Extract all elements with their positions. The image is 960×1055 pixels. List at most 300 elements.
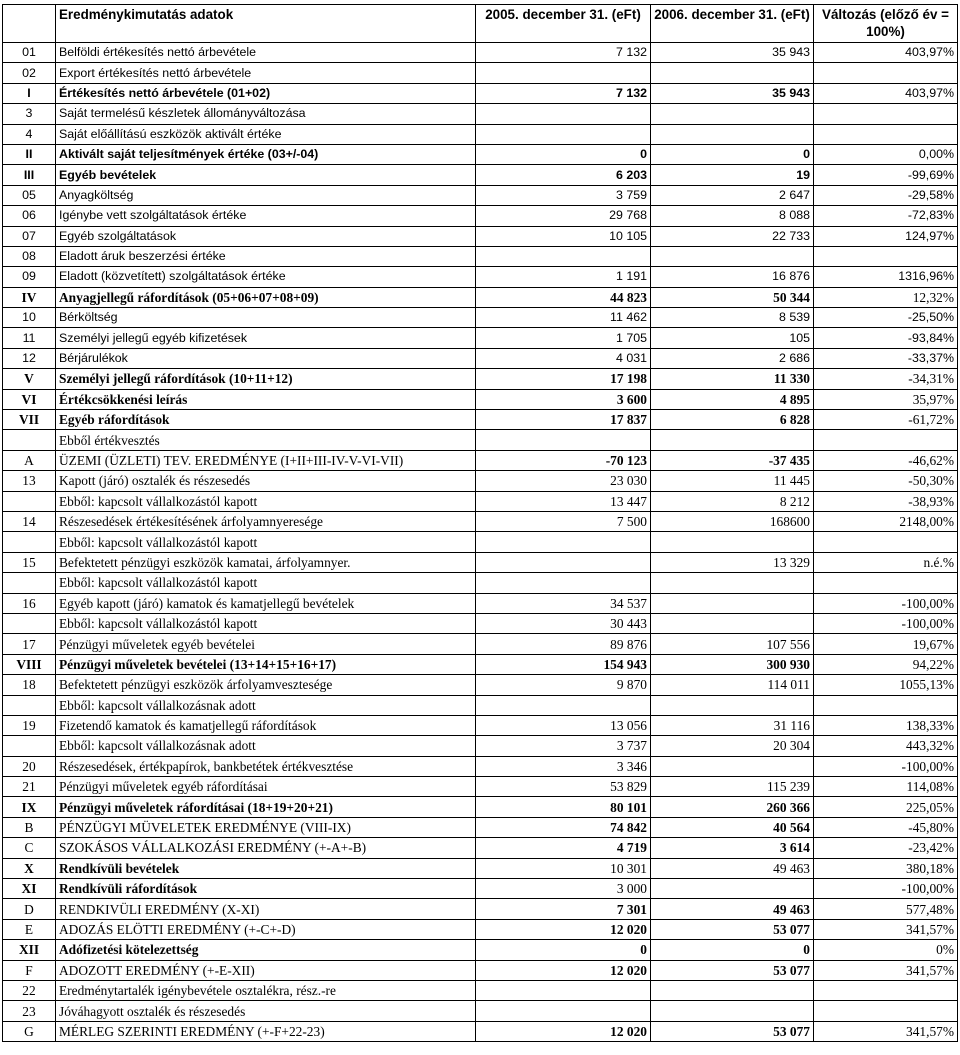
row-code: 4: [3, 124, 56, 144]
row-code: III: [3, 165, 56, 185]
row-description: Eredménytartalék igénybevétele osztalékra, rész.-re: [56, 980, 476, 1000]
row-value-2005: 80 101: [476, 797, 651, 817]
header-2006: 2006. december 31. (eFt): [651, 5, 814, 43]
row-value-2005: 154 943: [476, 654, 651, 674]
row-description: MÉRLEG SZERINTI EREDMÉNY (+-F+22-23): [56, 1021, 476, 1041]
row-value-2005: [476, 573, 651, 593]
row-description: Belföldi értékesítés nettó árbevétele: [56, 43, 476, 63]
row-value-2006: [651, 63, 814, 83]
table-row: [3, 144, 958, 164]
row-change-percent: 380,18%: [814, 858, 958, 878]
row-value-2006: 49 463: [651, 858, 814, 878]
row-value-2006: 8 539: [651, 308, 814, 328]
row-code: X: [3, 858, 56, 878]
row-code: 17: [3, 634, 56, 654]
table-row: [3, 593, 958, 613]
row-change-percent: [814, 430, 958, 450]
row-value-2005: 3 000: [476, 879, 651, 899]
table-row: [3, 246, 958, 266]
row-value-2005: [476, 246, 651, 266]
row-change-percent: -72,83%: [814, 206, 958, 226]
table-row: [3, 63, 958, 83]
row-change-percent: [814, 246, 958, 266]
row-description: Rendkívüli ráfordítások: [56, 879, 476, 899]
row-change-percent: [814, 1001, 958, 1021]
row-change-percent: [814, 104, 958, 124]
row-change-percent: 2148,00%: [814, 511, 958, 531]
row-change-percent: [814, 124, 958, 144]
row-value-2006: 4 895: [651, 389, 814, 409]
row-code: [3, 695, 56, 715]
row-change-percent: -45,80%: [814, 817, 958, 837]
row-description: Részesedések, értékpapírok, bankbetétek értékvesztése: [56, 756, 476, 776]
row-description: Eladott áruk beszerzési értéke: [56, 246, 476, 266]
table-row: [3, 267, 958, 287]
row-change-percent: 0%: [814, 940, 958, 960]
table-row: [3, 736, 958, 756]
row-value-2005: 3 346: [476, 756, 651, 776]
row-value-2005: 3 759: [476, 185, 651, 205]
row-change-percent: -61,72%: [814, 410, 958, 430]
row-value-2006: [651, 879, 814, 899]
row-change-percent: 403,97%: [814, 83, 958, 103]
row-change-percent: [814, 695, 958, 715]
row-value-2006: 35 943: [651, 83, 814, 103]
row-description: Részesedések értékesítésének árfolyamnyeresége: [56, 511, 476, 531]
row-description: Ebből értékvesztés: [56, 430, 476, 450]
row-value-2005: 89 876: [476, 634, 651, 654]
row-value-2005: 34 537: [476, 593, 651, 613]
income-statement-table: [2, 4, 958, 1042]
table-row: [3, 206, 958, 226]
row-description: Export értékesítés nettó árbevétele: [56, 63, 476, 83]
row-change-percent: -99,69%: [814, 165, 958, 185]
row-change-percent: -46,62%: [814, 450, 958, 470]
row-value-2006: 168600: [651, 511, 814, 531]
row-value-2006: 6 828: [651, 410, 814, 430]
row-value-2005: [476, 63, 651, 83]
row-value-2006: 53 077: [651, 1021, 814, 1041]
table-row: [3, 450, 958, 470]
row-code: XII: [3, 940, 56, 960]
row-value-2005: 4 031: [476, 348, 651, 368]
row-value-2006: 0: [651, 940, 814, 960]
row-code: B: [3, 817, 56, 837]
row-description: Aktivált saját teljesítmények értéke (03+/-04): [56, 144, 476, 164]
table-row: [3, 369, 958, 389]
row-value-2005: 1 705: [476, 328, 651, 348]
row-value-2006: 50 344: [651, 287, 814, 307]
row-value-2006: [651, 593, 814, 613]
table-row: [3, 491, 958, 511]
row-value-2005: 1 191: [476, 267, 651, 287]
row-description: Egyéb ráfordítások: [56, 410, 476, 430]
table-row: [3, 695, 958, 715]
row-description: Bérköltség: [56, 308, 476, 328]
row-value-2005: 44 823: [476, 287, 651, 307]
row-value-2006: 16 876: [651, 267, 814, 287]
row-code: II: [3, 144, 56, 164]
row-value-2005: 7 132: [476, 43, 651, 63]
header-2005: 2005. december 31. (eFt): [476, 5, 651, 43]
row-value-2006: 11 445: [651, 471, 814, 491]
row-code: 01: [3, 43, 56, 63]
row-description: Egyéb szolgáltatások: [56, 226, 476, 246]
row-description: Egyéb bevételek: [56, 165, 476, 185]
row-description: ADOZOTT EREDMÉNY (+-E-XII): [56, 960, 476, 980]
row-code: IV: [3, 287, 56, 307]
row-code: [3, 532, 56, 552]
row-value-2005: 3 737: [476, 736, 651, 756]
row-change-percent: 341,57%: [814, 1021, 958, 1041]
row-code: 11: [3, 328, 56, 348]
row-code: [3, 573, 56, 593]
table-row: [3, 165, 958, 185]
table-row: [3, 348, 958, 368]
row-code: G: [3, 1021, 56, 1041]
row-value-2006: 115 239: [651, 777, 814, 797]
row-value-2006: 19: [651, 165, 814, 185]
row-change-percent: -38,93%: [814, 491, 958, 511]
table-row: [3, 715, 958, 735]
row-description: Pénzügyi műveletek ráfordításai (18+19+20+21): [56, 797, 476, 817]
row-change-percent: [814, 63, 958, 83]
row-code: 23: [3, 1001, 56, 1021]
row-value-2006: 11 330: [651, 369, 814, 389]
row-value-2005: 11 462: [476, 308, 651, 328]
row-description: RENDKIVÜLI EREDMÉNY (X-XI): [56, 899, 476, 919]
row-value-2006: 107 556: [651, 634, 814, 654]
row-value-2005: [476, 104, 651, 124]
table-row: [3, 675, 958, 695]
header-title: Eredménykimutatás adatok: [56, 5, 476, 43]
row-code: XI: [3, 879, 56, 899]
row-description: Jóváhagyott osztalék és részesedés: [56, 1001, 476, 1021]
row-value-2005: 6 203: [476, 165, 651, 185]
row-value-2006: 3 614: [651, 838, 814, 858]
row-code: E: [3, 919, 56, 939]
table-row: [3, 104, 958, 124]
row-value-2006: 2 647: [651, 185, 814, 205]
row-change-percent: 124,97%: [814, 226, 958, 246]
row-value-2005: [476, 430, 651, 450]
row-code: IX: [3, 797, 56, 817]
row-value-2006: 260 366: [651, 797, 814, 817]
row-value-2006: 20 304: [651, 736, 814, 756]
row-code: [3, 613, 56, 633]
row-description: ADOZÁS ELÖTTI EREDMÉNY (+-C+-D): [56, 919, 476, 939]
table-row: [3, 185, 958, 205]
row-code: I: [3, 83, 56, 103]
table-row: [3, 654, 958, 674]
row-change-percent: 114,08%: [814, 777, 958, 797]
row-value-2006: -37 435: [651, 450, 814, 470]
row-change-percent: 138,33%: [814, 715, 958, 735]
row-change-percent: -33,37%: [814, 348, 958, 368]
row-change-percent: -100,00%: [814, 613, 958, 633]
row-value-2005: [476, 695, 651, 715]
table-body: [3, 43, 958, 1042]
row-code: VIII: [3, 654, 56, 674]
row-value-2006: [651, 532, 814, 552]
row-description: Pénzügyi műveletek bevételei (13+14+15+16+17): [56, 654, 476, 674]
row-value-2005: 53 829: [476, 777, 651, 797]
table-row: [3, 573, 958, 593]
row-value-2005: [476, 552, 651, 572]
row-value-2005: -70 123: [476, 450, 651, 470]
row-value-2006: [651, 104, 814, 124]
table-row: [3, 83, 958, 103]
row-change-percent: -100,00%: [814, 879, 958, 899]
row-value-2005: 12 020: [476, 960, 651, 980]
row-description: Értékcsökkenési leírás: [56, 389, 476, 409]
row-description: Anyagköltség: [56, 185, 476, 205]
table-row: [3, 613, 958, 633]
table-row: [3, 511, 958, 531]
header-change: Változás (előző év = 100%): [814, 5, 958, 43]
table-row: [3, 940, 958, 960]
table-row: [3, 532, 958, 552]
row-code: 12: [3, 348, 56, 368]
table-row: [3, 899, 958, 919]
row-code: 10: [3, 308, 56, 328]
row-description: Személyi jellegű ráfordítások (10+11+12): [56, 369, 476, 389]
row-value-2005: 0: [476, 940, 651, 960]
row-value-2006: [651, 980, 814, 1000]
row-code: 22: [3, 980, 56, 1000]
row-code: VI: [3, 389, 56, 409]
row-description: Befektetett pénzügyi eszközök kamatai, árfolyamnyer.: [56, 552, 476, 572]
row-value-2006: [651, 246, 814, 266]
row-description: Egyéb kapott (járó) kamatok és kamatjellegű bevételek: [56, 593, 476, 613]
row-description: Kapott (járó) osztalék és részesedés: [56, 471, 476, 491]
row-code: 3: [3, 104, 56, 124]
row-description: Anyagjellegű ráfordítások (05+06+07+08+09): [56, 287, 476, 307]
table-row: [3, 308, 958, 328]
row-value-2005: 7 132: [476, 83, 651, 103]
row-value-2006: [651, 1001, 814, 1021]
table-row: [3, 226, 958, 246]
row-code: 02: [3, 63, 56, 83]
header-code: [3, 5, 56, 43]
row-value-2005: [476, 532, 651, 552]
table-row: [3, 410, 958, 430]
table-row: [3, 43, 958, 63]
row-value-2006: 114 011: [651, 675, 814, 695]
row-value-2005: 9 870: [476, 675, 651, 695]
row-code: 07: [3, 226, 56, 246]
row-change-percent: -34,31%: [814, 369, 958, 389]
row-change-percent: 403,97%: [814, 43, 958, 63]
row-change-percent: 1316,96%: [814, 267, 958, 287]
row-description: PÉNZÜGYI MÜVELETEK EREDMÉNYE (VIII-IX): [56, 817, 476, 837]
row-code: 16: [3, 593, 56, 613]
row-value-2005: 29 768: [476, 206, 651, 226]
row-value-2005: 17 837: [476, 410, 651, 430]
row-value-2006: 53 077: [651, 960, 814, 980]
row-description: Pénzügyi műveletek egyéb ráfordításai: [56, 777, 476, 797]
row-value-2005: 10 301: [476, 858, 651, 878]
row-code: 19: [3, 715, 56, 735]
row-value-2006: 8 088: [651, 206, 814, 226]
row-value-2006: 35 943: [651, 43, 814, 63]
row-value-2005: 13 056: [476, 715, 651, 735]
table-row: [3, 1021, 958, 1041]
table-row: [3, 287, 958, 307]
row-description: Rendkívüli bevételek: [56, 858, 476, 878]
row-change-percent: -50,30%: [814, 471, 958, 491]
table-row: [3, 777, 958, 797]
row-value-2005: 12 020: [476, 919, 651, 939]
row-value-2006: 40 564: [651, 817, 814, 837]
row-description: Eladott (közvetített) szolgáltatások értéke: [56, 267, 476, 287]
row-code: 18: [3, 675, 56, 695]
row-value-2006: 8 212: [651, 491, 814, 511]
table-row: [3, 879, 958, 899]
row-value-2006: 0: [651, 144, 814, 164]
row-description: Értékesítés nettó árbevétele (01+02): [56, 83, 476, 103]
row-description: Befektetett pénzügyi eszközök árfolyamvesztesége: [56, 675, 476, 695]
row-code: 20: [3, 756, 56, 776]
row-value-2005: [476, 1001, 651, 1021]
row-change-percent: -25,50%: [814, 308, 958, 328]
row-change-percent: 0,00%: [814, 144, 958, 164]
row-change-percent: 225,05%: [814, 797, 958, 817]
row-value-2005: [476, 124, 651, 144]
row-change-percent: -100,00%: [814, 756, 958, 776]
row-value-2006: 300 930: [651, 654, 814, 674]
row-change-percent: 1055,13%: [814, 675, 958, 695]
row-value-2006: 105: [651, 328, 814, 348]
row-change-percent: -23,42%: [814, 838, 958, 858]
row-value-2005: 13 447: [476, 491, 651, 511]
row-code: 06: [3, 206, 56, 226]
row-value-2006: [651, 430, 814, 450]
row-description: Igénybe vett szolgáltatások értéke: [56, 206, 476, 226]
row-change-percent: n.é.%: [814, 552, 958, 572]
row-value-2005: 10 105: [476, 226, 651, 246]
row-description: Saját előállítású eszközök aktivált értéke: [56, 124, 476, 144]
row-value-2006: [651, 756, 814, 776]
row-code: 08: [3, 246, 56, 266]
table-row: [3, 858, 958, 878]
row-code: D: [3, 899, 56, 919]
table-row: [3, 980, 958, 1000]
row-code: 15: [3, 552, 56, 572]
row-change-percent: 443,32%: [814, 736, 958, 756]
table-row: [3, 797, 958, 817]
row-code: [3, 491, 56, 511]
row-description: Fizetendő kamatok és kamatjellegű ráfordítások: [56, 715, 476, 735]
table-row: [3, 756, 958, 776]
row-value-2006: [651, 573, 814, 593]
row-description: Pénzügyi műveletek egyéb bevételei: [56, 634, 476, 654]
row-code: 21: [3, 777, 56, 797]
row-value-2006: 22 733: [651, 226, 814, 246]
row-code: VII: [3, 410, 56, 430]
row-value-2005: 17 198: [476, 369, 651, 389]
row-value-2006: [651, 695, 814, 715]
row-description: SZOKÁSOS VÁLLALKOZÁSI EREDMÉNY (+-A+-B): [56, 838, 476, 858]
row-change-percent: 35,97%: [814, 389, 958, 409]
table-row: [3, 328, 958, 348]
row-change-percent: 577,48%: [814, 899, 958, 919]
table-row: [3, 634, 958, 654]
row-code: F: [3, 960, 56, 980]
row-description: Ebből: kapcsolt vállalkozástól kapott: [56, 613, 476, 633]
row-description: Személyi jellegű egyéb kifizetések: [56, 328, 476, 348]
row-code: A: [3, 450, 56, 470]
row-value-2006: 49 463: [651, 899, 814, 919]
table-row: [3, 919, 958, 939]
row-value-2005: 74 842: [476, 817, 651, 837]
table-row: [3, 471, 958, 491]
row-change-percent: 12,32%: [814, 287, 958, 307]
row-code: V: [3, 369, 56, 389]
row-value-2005: 23 030: [476, 471, 651, 491]
row-change-percent: -100,00%: [814, 593, 958, 613]
row-change-percent: -93,84%: [814, 328, 958, 348]
row-code: [3, 430, 56, 450]
row-code: 05: [3, 185, 56, 205]
row-change-percent: [814, 980, 958, 1000]
row-code: [3, 736, 56, 756]
row-description: Saját termelésű készletek állományváltozása: [56, 104, 476, 124]
row-value-2005: 12 020: [476, 1021, 651, 1041]
row-value-2005: 7 301: [476, 899, 651, 919]
row-code: 14: [3, 511, 56, 531]
row-description: Ebből: kapcsolt vállalkozástól kapott: [56, 491, 476, 511]
row-change-percent: -29,58%: [814, 185, 958, 205]
table-row: [3, 124, 958, 144]
row-description: ÜZEMI (ÜZLETI) TEV. EREDMÉNYE (I+II+III-IV-V-VI-VII): [56, 450, 476, 470]
row-value-2005: 7 500: [476, 511, 651, 531]
row-description: Ebből: kapcsolt vállalkozástól kapott: [56, 573, 476, 593]
table-row: [3, 960, 958, 980]
row-description: Ebből: kapcsolt vállalkozástól kapott: [56, 532, 476, 552]
row-value-2006: 13 329: [651, 552, 814, 572]
row-change-percent: 341,57%: [814, 960, 958, 980]
row-change-percent: [814, 573, 958, 593]
row-value-2006: [651, 613, 814, 633]
row-value-2005: 4 719: [476, 838, 651, 858]
table-row: [3, 1001, 958, 1021]
row-description: Ebből: kapcsolt vállalkozásnak adott: [56, 695, 476, 715]
row-code: 09: [3, 267, 56, 287]
row-value-2006: [651, 124, 814, 144]
row-change-percent: 94,22%: [814, 654, 958, 674]
row-value-2006: 31 116: [651, 715, 814, 735]
table-row: [3, 838, 958, 858]
row-value-2005: [476, 980, 651, 1000]
row-description: Adófizetési kötelezettség: [56, 940, 476, 960]
table-row: [3, 430, 958, 450]
row-code: 13: [3, 471, 56, 491]
row-change-percent: 341,57%: [814, 919, 958, 939]
table-row: [3, 389, 958, 409]
row-code: C: [3, 838, 56, 858]
table-row: [3, 817, 958, 837]
row-value-2005: 0: [476, 144, 651, 164]
header-row: [3, 5, 958, 43]
row-value-2005: 3 600: [476, 389, 651, 409]
row-description: Bérjárulékok: [56, 348, 476, 368]
row-value-2006: 53 077: [651, 919, 814, 939]
row-change-percent: [814, 532, 958, 552]
row-description: Ebből: kapcsolt vállalkozásnak adott: [56, 736, 476, 756]
row-change-percent: 19,67%: [814, 634, 958, 654]
row-value-2005: 30 443: [476, 613, 651, 633]
